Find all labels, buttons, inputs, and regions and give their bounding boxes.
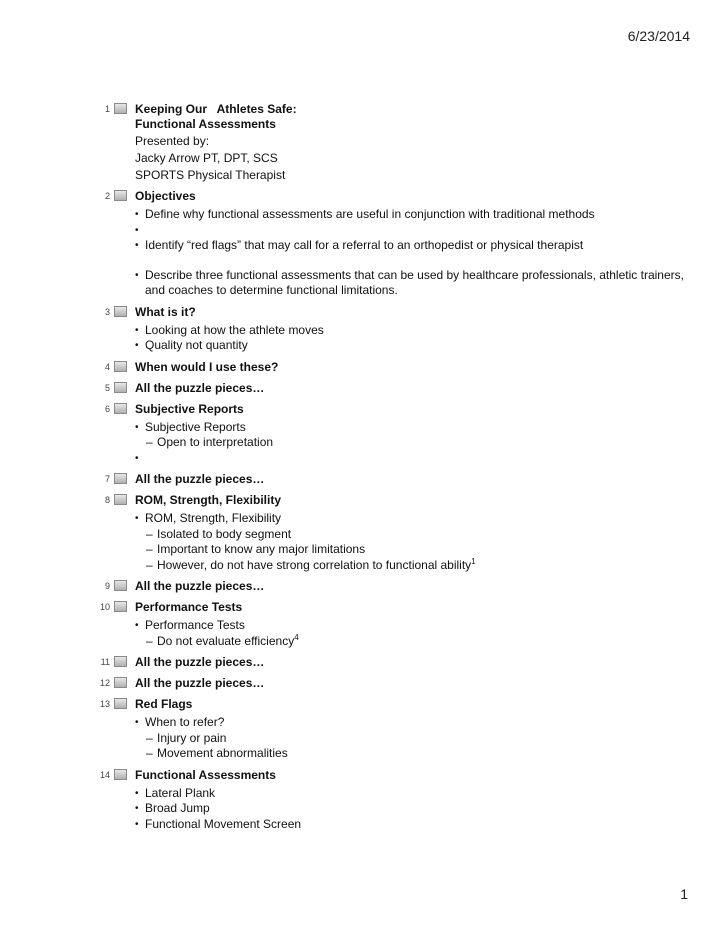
- slide-number: 2: [104, 191, 110, 201]
- sub-bullet-item: – Movement abnormalities: [135, 746, 700, 762]
- presenter-line: Presented by:: [135, 134, 210, 148]
- slide-number: 3: [104, 306, 110, 317]
- slide-title: Subjective Reports: [135, 401, 244, 416]
- bullet-list: [135, 618, 700, 649]
- slide-number: 7: [104, 474, 110, 484]
- sub-bullet-item: – Isolated to body segment: [135, 527, 700, 543]
- bullet-item: • Define why functional assessments are useful in conjunction with traditional methods: [135, 207, 700, 223]
- bullet-list: [135, 207, 700, 299]
- slide-13: [90, 697, 700, 762]
- slide-number: 5: [104, 382, 110, 393]
- slide-thumbnail-icon: [114, 769, 127, 780]
- slide-7: [90, 472, 700, 487]
- slide-title: What is it?: [135, 304, 196, 319]
- bullet-item: • Quality not quantity: [135, 338, 700, 354]
- slide-10: [90, 600, 700, 649]
- slide-number: 12: [99, 678, 110, 688]
- bullet-item: • Identify “red flags” that may call for a referral to an orthopedist or physical therapist: [135, 238, 700, 254]
- slide-number: 9: [104, 581, 110, 591]
- bullet-list: [135, 786, 700, 833]
- slide-3: [90, 305, 700, 354]
- slide-thumbnail-icon: [114, 677, 127, 688]
- slide-thumbnail-icon: [114, 103, 127, 114]
- slide-thumbnail-icon: [114, 656, 127, 667]
- bullet-list: [135, 511, 700, 573]
- slide-thumbnail-icon: [114, 698, 127, 709]
- slide-thumbnail-icon: [114, 580, 127, 591]
- slide-thumbnail-icon: [114, 361, 127, 372]
- slide-title: ROM, Strength, Flexibility: [135, 493, 282, 507]
- slide-thumbnail-icon: [114, 382, 127, 393]
- sub-bullet-item: [135, 558, 700, 574]
- slide-1: [90, 102, 700, 183]
- slide-9: [90, 579, 700, 594]
- bullet-list: [135, 323, 700, 354]
- slide-number: 1: [104, 104, 110, 114]
- slide-4: [90, 360, 700, 375]
- bullet-item-empty: [135, 451, 700, 467]
- slide-thumbnail-icon: [114, 494, 127, 505]
- citation-superscript: 4: [294, 632, 299, 642]
- slide-number: 11: [100, 657, 110, 667]
- slide-title: All the puzzle pieces…: [135, 655, 265, 669]
- bullet-item: • Describe three functional assessments that can be used by healthcare professionals, athletic trainers, and coaches to determine functional limitations.: [135, 268, 700, 299]
- slide-title: Red Flags: [135, 697, 193, 711]
- slide-title: All the puzzle pieces…: [135, 380, 265, 395]
- sub-bullet-text: Do not evaluate efficiency: [157, 633, 295, 648]
- slide-11: [90, 655, 700, 670]
- bullet-item: • Performance Tests: [135, 618, 700, 634]
- bullet-list: [135, 420, 700, 467]
- slide-number: 10: [99, 602, 110, 612]
- slide-2: [90, 189, 700, 299]
- bullet-item: • Subjective Reports: [135, 420, 700, 436]
- slide-number: 14: [99, 769, 110, 780]
- sub-bullet-text: However, do not have strong correlation to functional ability: [157, 557, 472, 572]
- slide-thumbnail-icon: [114, 403, 127, 414]
- sub-bullet-item: – Injury or pain: [135, 731, 700, 747]
- slide-title: All the puzzle pieces…: [135, 472, 265, 486]
- slide-number: 8: [104, 495, 110, 505]
- bullet-item: • When to refer?: [135, 715, 700, 731]
- slide-title: All the puzzle pieces…: [135, 676, 265, 690]
- sub-bullet-item: – Open to interpretation: [135, 435, 700, 451]
- print-date: 6/23/2014: [627, 28, 690, 44]
- sub-bullet-item: [135, 634, 700, 650]
- slide-title: Performance Tests: [135, 600, 243, 614]
- citation-superscript: 1: [471, 556, 476, 566]
- slide-title: When would I use these?: [135, 359, 279, 374]
- slide-thumbnail-icon: [114, 306, 127, 317]
- slide-title: Keeping Our Athletes Safe: Functional Assessments: [135, 102, 297, 131]
- slide-thumbnail-icon: [114, 473, 127, 484]
- bullet-item: • Functional Movement Screen: [135, 817, 700, 833]
- bullet-item-empty: [135, 223, 700, 239]
- slide-6: [90, 402, 700, 467]
- bullet-item: • Looking at how the athlete moves: [135, 323, 700, 339]
- bullet-item: • Lateral Plank: [135, 786, 700, 802]
- bullet-item: • ROM, Strength, Flexibility: [135, 511, 700, 527]
- slide-number: 6: [104, 403, 110, 414]
- slide-title: Objectives: [135, 189, 196, 203]
- slide-thumbnail-icon: [114, 601, 127, 612]
- slide-8: [90, 493, 700, 573]
- slide-title: All the puzzle pieces…: [135, 579, 265, 593]
- slide-number: 4: [104, 361, 110, 372]
- presenter-line: SPORTS Physical Therapist: [135, 168, 286, 182]
- slide-12: [90, 676, 700, 691]
- bullet-list: [135, 715, 700, 762]
- presenter-line: Jacky Arrow PT, DPT, SCS: [135, 151, 278, 165]
- slide-number: 13: [99, 699, 110, 709]
- slide-14: [90, 768, 700, 833]
- slide-title: Functional Assessments: [135, 767, 276, 782]
- slide-thumbnail-icon: [114, 190, 127, 201]
- page-number: 1: [680, 886, 688, 902]
- bullet-item: • Broad Jump: [135, 801, 700, 817]
- sub-bullet-item: – Important to know any major limitations: [135, 542, 700, 558]
- slide-list: [90, 102, 700, 838]
- slide-5: [90, 381, 700, 396]
